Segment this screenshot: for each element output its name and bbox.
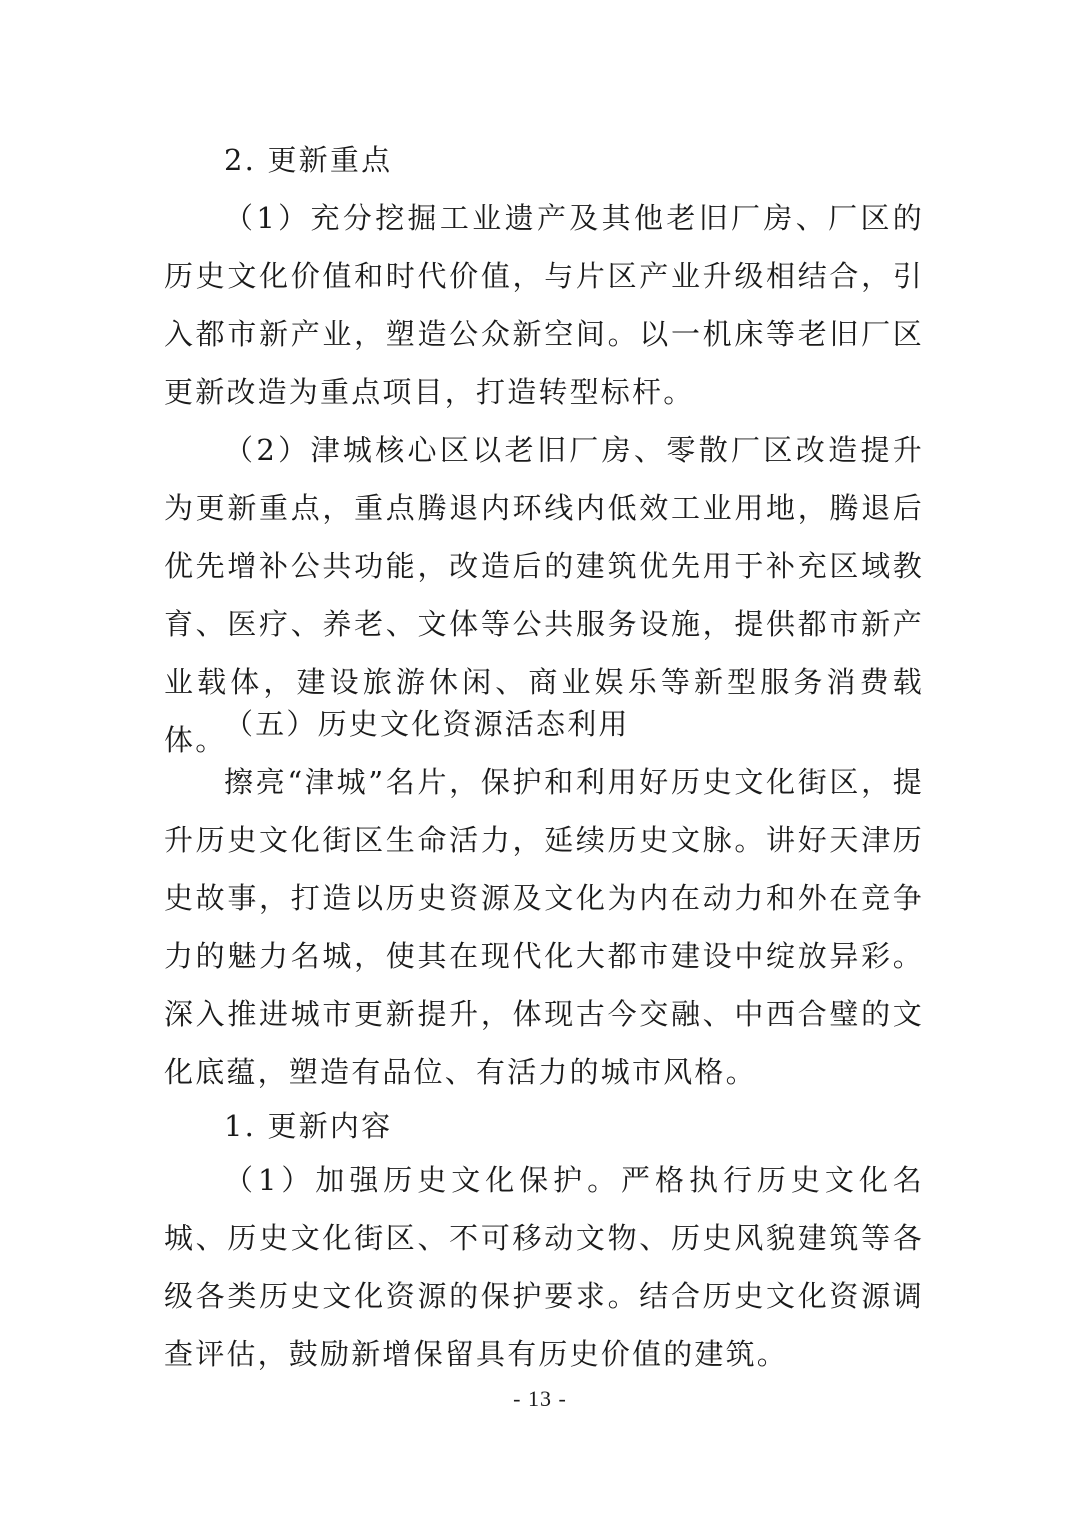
section-heading-5: （五）历史文化资源活态利用: [224, 707, 630, 741]
paragraph-section-5-intro: 擦亮“津城”名片，保护和利用好历史文化街区，提升历史文化街区生命活力，延续历史文脉。讲好天津历史故事，打造以历史资源及文化为内在动力和外在竞争力的魅力名城，使其在现代化大都市建设中绽放异彩。深入推进城市更新提升，体现古今交融、中西合璧的文化底蕴，塑造有品位、有活力的城市风格。: [164, 765, 924, 1089]
paragraph-item-1: （1）充分挖掘工业遗产及其他老旧厂房、厂区的历史文化价值和时代价值，与片区产业升级相结合，引入都市新产业，塑造公众新空间。以一机床等老旧厂区更新改造为重点项目，打造转型标杆。: [164, 201, 924, 409]
page-number: - 13 -: [513, 1386, 567, 1411]
subheading-update-content: 1. 更新内容: [224, 1109, 393, 1143]
paragraph-content-item-1: （1）加强历史文化保护。严格执行历史文化名城、历史文化街区、不可移动文物、历史风貌建筑等各级各类历史文化资源的保护要求。结合历史文化资源调查评估，鼓励新增保留具有历史价值的建筑。: [164, 1163, 924, 1371]
subheading-update-focus: 2. 更新重点: [224, 143, 393, 177]
paragraph-item-2: （2）津城核心区以老旧厂房、零散厂区改造提升为更新重点，重点腾退内环线内低效工业用地，腾退后优先增补公共功能，改造后的建筑优先用于补充区域教育、医疗、养老、文体等公共服务设施，提供都市新产业载体，建设旅游休闲、商业娱乐等新型服务消费载体。: [164, 433, 924, 757]
